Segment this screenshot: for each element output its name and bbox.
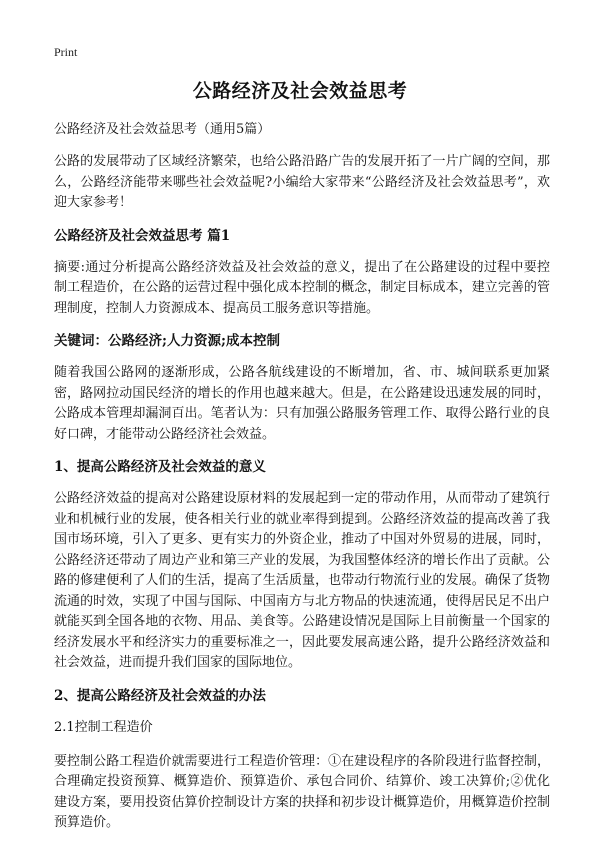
section-1-paragraph: 公路经济效益的提高对公路建设原材料的发展起到一定的带动作用，从而带动了建筑行业和机械行业的发展，使各相关行业的就业率得到提到。公路经济效益的提高改善了我国市场环境，引入了更多、更有实力的外资企业，推动了中国对外贸易的进展，同时，公路经济还带动了周边产业和第三产业的发展，为我国整体经济的增长作出了贡献。公路的修建便利了人们的生活，提高了生活质量，也带动行物流行业的发展。确保了货物流通的时效，实现了中国与国际、中国南方与北方物品的快速流通，使得居民足不出户就能买到全国各地的衣物、用品、美食等。公路建设情况是国际上目前衡量一个国家的经济发展水平和经济实力的重要标准之一，因此要发展高速公路，提升公路经济效益和社会效益，进而提升我们国家的国际地位。 bbox=[54, 491, 550, 670]
document-subtitle: 公路经济及社会效益思考（通用5篇） bbox=[54, 122, 271, 137]
section-1-heading: 1、提高公路经济及社会效益的意义 bbox=[54, 459, 266, 475]
document-body bbox=[54, 120, 550, 846]
section-2-1-heading: 2.1控制工程造价 bbox=[54, 719, 153, 735]
body-paragraph-1: 随着我国公路网的逐渐形成，公路各航线建设的不断增加，省、市、城间联系更加紧密，路网拉动国民经济的增长的作用也越来越大。但是，在公路建设迅速发展的同时，公路成本管理却漏洞百出。笔者认为：只有加强公路服务管理工作、取得公路行业的良好口碑，才能带动公路经济社会效益。 bbox=[54, 365, 550, 442]
article-heading: 公路经济及社会效益思考 篇1 bbox=[54, 227, 231, 244]
abstract-paragraph: 摘要:通过分析提高公路经济效益及社会效益的意义，提出了在公路建设的过程中要控制工程造价，在公路的运营过程中强化成本控制的概念，制定目标成本，建立完善的管理制度，控制人力资源成本、提高员工服务意识等措施。 bbox=[54, 259, 550, 316]
keywords-line: 关键词：公路经济;人力资源;成本控制 bbox=[54, 333, 280, 349]
document-title: 公路经济及社会效益思考 bbox=[192, 80, 408, 102]
section-2-heading: 2、提高公路经济及社会效益的办法 bbox=[54, 687, 266, 704]
section-2-1-paragraph: 要控制公路工程造价就需要进行工程造价管理：①在建设程序的各阶段进行监督控制，合理确定投资预算、概算造价、预算造价、承包合同价、结算价、竣工决算价;②优化建设方案，要用投资估算价控制设计方案的抉择和初步设计概算造价，用概算造价控制预算造价。 bbox=[54, 753, 550, 830]
intro-paragraph: 公路的发展带动了区域经济繁荣，也给公路沿路广告的发展开拓了一片广阔的空间，那么，公路经济能带来哪些社会效益呢?小编给大家带来“公路经济及社会效益思考”，欢迎大家参考！ bbox=[54, 154, 550, 210]
print-label: Print bbox=[54, 45, 78, 59]
